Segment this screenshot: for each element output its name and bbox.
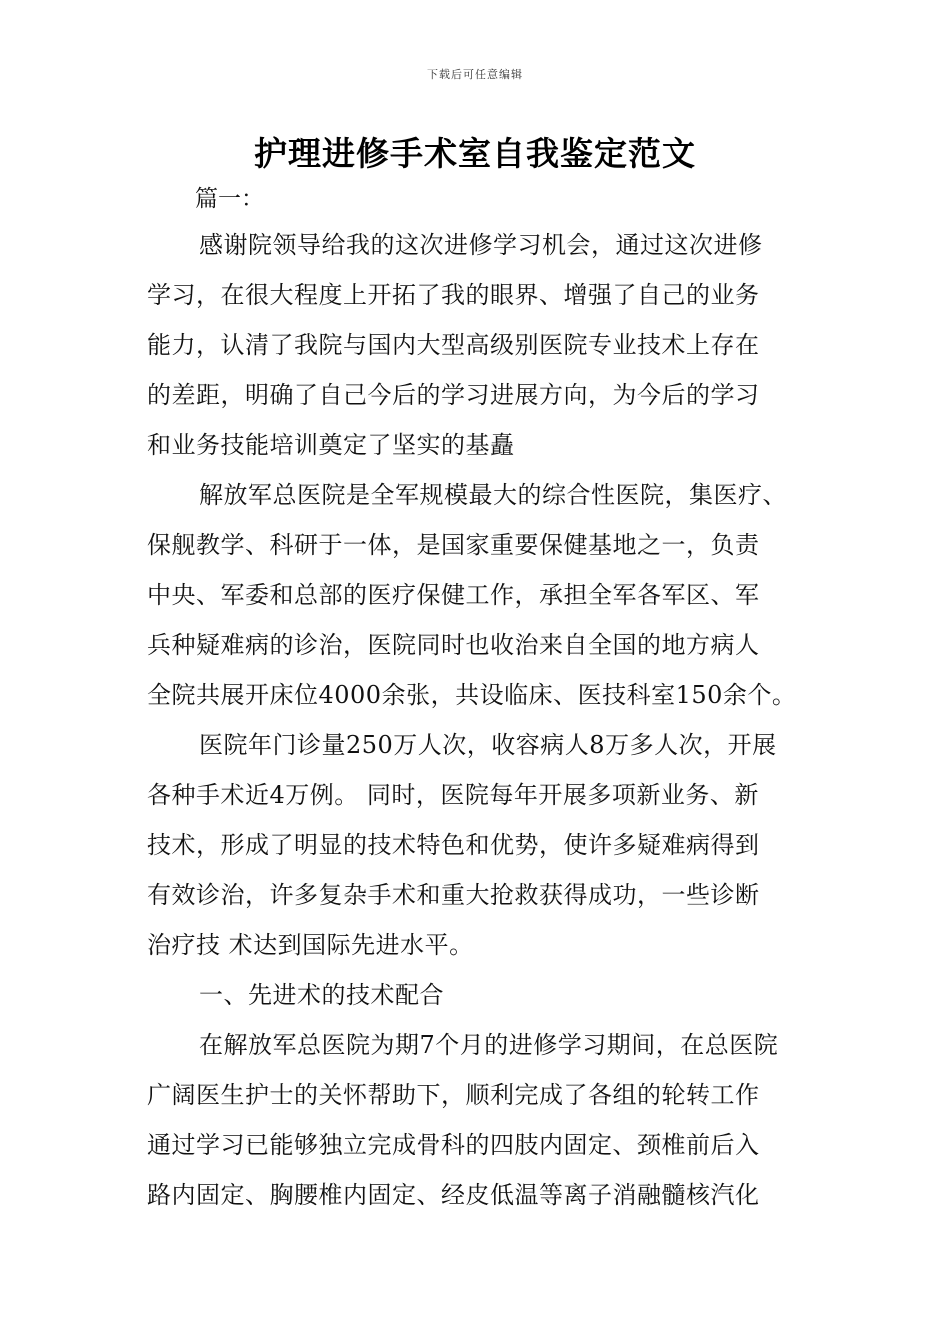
paragraph-line: 各种手术近4万例。 同时，医院每年开展多项新业务、新	[147, 781, 759, 809]
paragraph-line: 保舰教学、科研于一体，是国家重要保健基地之一，负责	[147, 531, 760, 559]
paragraph-line: 技术，形成了明显的技术特色和优势，使许多疑难病得到	[147, 831, 760, 859]
paragraph-line: 和业务技能培训奠定了坚实的基矗	[147, 431, 515, 459]
paragraph-line: 兵种疑难病的诊治，医院同时也收治来自全国的地方病人	[147, 631, 760, 659]
paragraph-line: 解放军总医院是全军规模最大的综合性医院，集医疗、	[199, 481, 787, 509]
paragraph-line: 中央、军委和总部的医疗保健工作，承担全军各军区、军	[147, 581, 760, 609]
paragraph-line: 在解放军总医院为期7个月的进修学习期间，在总医院	[199, 1031, 779, 1059]
paragraph-line: 全院共展开床位4000余张，共设临床、医技科室150余个。	[147, 681, 797, 709]
paragraph-line: 广阔医生护士的关怀帮助下，顺利完成了各组的轮转工作	[147, 1081, 760, 1109]
header-note: 下载后可任意编辑	[427, 68, 523, 81]
section-heading: 一、先进术的技术配合	[199, 981, 444, 1009]
paragraph-line: 的差距，明确了自己今后的学习进展方向，为今后的学习	[147, 381, 760, 409]
paragraph-line: 通过学习已能够独立完成骨科的四肢内固定、颈椎前后入	[147, 1131, 760, 1159]
document-title: 护理进修手术室自我鉴定范文	[254, 134, 696, 173]
paragraph-line: 有效诊治，许多复杂手术和重大抢救获得成功，一些诊断	[147, 881, 760, 909]
paragraph-line: 医院年门诊量250万人次，收容病人8万多人次，开展	[199, 731, 777, 759]
body-text	[147, 220, 947, 1220]
paragraph-line: 感谢院领导给我的这次进修学习机会，通过这次进修	[199, 231, 763, 259]
paragraph-line: 学习，在很大程度上开拓了我的眼界、增强了自己的业务	[147, 281, 760, 309]
paragraph-line: 路内固定、胸腰椎内固定、经皮低温等离子消融髓核汽化	[147, 1181, 760, 1209]
section-label: 篇一：	[195, 186, 264, 212]
paragraph-line: 能力，认清了我院与国内大型高级别医院专业技术上存在	[147, 331, 760, 359]
paragraph-line: 治疗技 术达到国际先进水平。	[147, 931, 474, 959]
